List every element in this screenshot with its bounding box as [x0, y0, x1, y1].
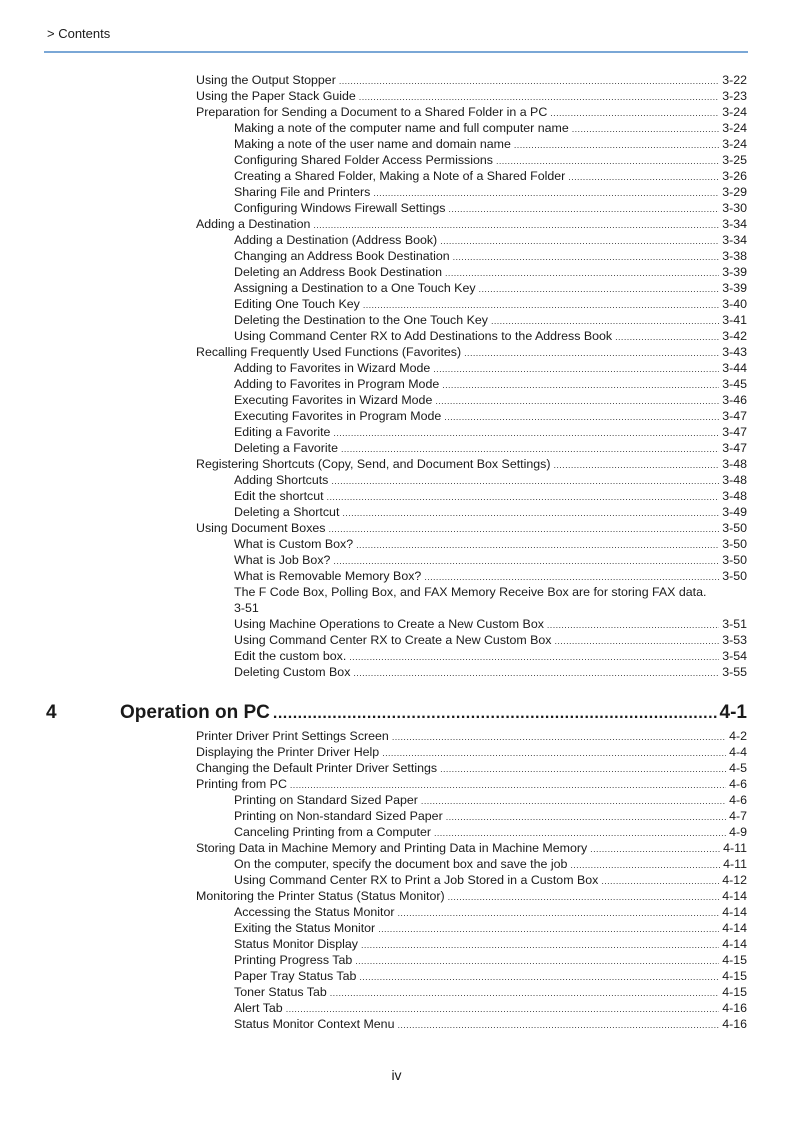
dot-leader — [440, 761, 726, 776]
dot-leader — [572, 121, 719, 136]
dot-leader — [397, 905, 719, 920]
toc-entry-title: Using Command Center RX to Add Destinations to the Address Book — [234, 329, 613, 343]
toc-entry-title: Adding Shortcuts — [234, 473, 329, 487]
toc-entry[interactable] — [196, 904, 747, 920]
toc-entry-title: Printing on Standard Sized Paper — [234, 793, 418, 807]
toc-entry-title: Changing an Address Book Destination — [234, 249, 450, 263]
toc-entry-title: Alert Tab — [234, 1001, 283, 1015]
toc-entry-page: 3-44 — [722, 361, 747, 375]
dot-leader — [363, 297, 719, 312]
dot-leader — [330, 985, 719, 1000]
toc-entry[interactable] — [196, 232, 747, 248]
toc-entry-title: Creating a Shared Folder, Making a Note of a Shared Folder — [234, 169, 566, 183]
toc-entry-title: On the computer, specify the document box and save the job — [234, 857, 568, 871]
toc-entry-title: Deleting an Address Book Destination — [234, 265, 443, 279]
toc-entry[interactable] — [196, 360, 747, 376]
dot-leader — [342, 505, 719, 520]
dot-leader — [349, 649, 719, 664]
toc-entry[interactable] — [196, 952, 747, 968]
toc-entry-page: 4-14 — [722, 905, 747, 919]
dot-leader — [424, 569, 719, 584]
toc-entry-page: 4-11 — [723, 857, 747, 871]
toc-entry-page: 3-43 — [722, 345, 747, 359]
toc-entry-page: 3-48 — [722, 489, 747, 503]
toc-entry-page: 3-23 — [722, 89, 747, 103]
toc-entry[interactable] — [196, 344, 747, 360]
toc-chapter-heading[interactable] — [46, 702, 747, 726]
toc-entry[interactable] — [196, 472, 747, 488]
toc-entry[interactable] — [196, 328, 747, 344]
dot-leader — [448, 889, 720, 904]
toc-entry-page: 3-50 — [722, 553, 747, 567]
toc-entry[interactable] — [196, 616, 747, 632]
toc-entry-page: 4-7 — [729, 809, 747, 823]
toc-entry-title: Assigning a Destination to a One Touch Key — [234, 281, 476, 295]
toc-entry-title: Recalling Frequently Used Functions (Favorites) — [196, 345, 462, 359]
toc-entry-title: Paper Tray Status Tab — [234, 969, 357, 983]
toc-entry-title: Canceling Printing from a Computer — [234, 825, 431, 839]
toc-entry-title: What is Removable Memory Box? — [234, 569, 422, 583]
toc-entry-title: Using Machine Operations to Create a New Custom Box — [234, 617, 544, 631]
toc-entry-page: 4-15 — [722, 969, 747, 983]
dot-leader — [554, 633, 719, 648]
dot-leader — [590, 841, 720, 856]
toc-entry[interactable] — [196, 536, 747, 552]
dot-leader — [378, 921, 719, 936]
toc-entry-page: 3-26 — [722, 169, 747, 183]
toc-entry[interactable] — [196, 120, 747, 136]
toc-entry-page: 3-34 — [722, 217, 747, 231]
toc-entry-title: Editing One Touch Key — [234, 297, 360, 311]
toc-entry[interactable] — [196, 248, 747, 264]
toc-entry-page: 4-4 — [729, 745, 747, 759]
dot-leader — [355, 953, 719, 968]
toc-entry-title: Storing Data in Machine Memory and Printing Data in Machine Memory — [196, 841, 588, 855]
toc-entry-page: 3-48 — [722, 473, 747, 487]
toc-entry[interactable] — [196, 568, 747, 584]
dot-leader — [341, 441, 719, 456]
toc-entry[interactable] — [196, 200, 747, 216]
dot-leader — [434, 825, 726, 840]
dot-leader — [327, 489, 720, 504]
toc-entry-title: Deleting a Favorite — [234, 441, 338, 455]
toc-entry-page: 3-39 — [722, 281, 747, 295]
dot-leader — [570, 857, 720, 872]
toc-entry-page: 3-41 — [722, 313, 747, 327]
toc-entry[interactable] — [196, 376, 747, 392]
dot-leader — [356, 537, 719, 552]
toc-entry-title: Using Command Center RX to Create a New Custom Box — [234, 633, 552, 647]
toc-entry[interactable] — [196, 456, 747, 472]
toc-entry[interactable] — [196, 664, 747, 680]
breadcrumb-contents-link[interactable]: > Contents — [47, 26, 111, 41]
dot-leader — [445, 265, 719, 280]
dot-leader — [433, 361, 719, 376]
toc-entry-title: Monitoring the Printer Status (Status Monitor) — [196, 889, 445, 903]
dot-leader — [359, 969, 719, 984]
dot-leader — [392, 729, 726, 744]
toc-entry-page: 3-51 — [234, 601, 259, 615]
toc-entry[interactable] — [196, 760, 747, 776]
dot-leader — [333, 425, 719, 440]
dot-leader — [448, 201, 719, 216]
chapter-number: 4 — [46, 702, 57, 723]
toc-entry[interactable] — [196, 888, 747, 904]
toc-entry-title: Executing Favorites in Wizard Mode — [234, 393, 433, 407]
dot-leader — [435, 393, 719, 408]
toc-entry-page: 3-24 — [722, 137, 747, 151]
toc-entry[interactable] — [196, 152, 747, 168]
toc-entry[interactable] — [196, 744, 747, 760]
toc-entry[interactable] — [196, 72, 747, 88]
toc-entry-title: Using the Paper Stack Guide — [196, 89, 356, 103]
toc-entry-title: Using Command Center RX to Print a Job Stored in a Custom Box — [234, 873, 599, 887]
toc-entry-title: What is Custom Box? — [234, 537, 354, 551]
toc-entry-page: 4-6 — [729, 793, 747, 807]
toc-entry[interactable] — [196, 552, 747, 568]
dot-leader — [440, 233, 719, 248]
toc-entry[interactable] — [196, 264, 747, 280]
toc-entry[interactable] — [196, 440, 747, 456]
toc-entry-title: Exiting the Status Monitor — [234, 921, 376, 935]
dot-leader — [397, 1017, 719, 1032]
toc-entry[interactable] — [196, 312, 747, 328]
toc-entry-title: Deleting Custom Box — [234, 665, 351, 679]
dot-leader — [359, 89, 719, 104]
dot-leader — [328, 521, 719, 536]
toc-entry-page: 4-15 — [722, 985, 747, 999]
toc-entry[interactable] — [196, 872, 747, 888]
toc-entry-title: Adding a Destination — [196, 217, 311, 231]
toc-entry-title: Toner Status Tab — [234, 985, 327, 999]
toc-entry[interactable] — [196, 104, 747, 120]
toc-entry-page: 3-50 — [722, 521, 747, 535]
toc-entry-page: 3-46 — [722, 393, 747, 407]
toc-entry-page: 4-5 — [729, 761, 747, 775]
toc-entry-page: 3-55 — [722, 665, 747, 679]
toc-entry-title: Printing from PC — [196, 777, 287, 791]
toc-entry[interactable] — [196, 392, 747, 408]
toc-entry-page: 3-47 — [722, 409, 747, 423]
toc-entry-title: Executing Favorites in Program Mode — [234, 409, 442, 423]
toc-entry-page: 3-42 — [722, 329, 747, 343]
dot-leader — [547, 617, 719, 632]
toc-entry-page: 3-22 — [722, 73, 747, 87]
dot-leader — [286, 1001, 720, 1016]
toc-entry-page: 3-24 — [722, 121, 747, 135]
toc-entry-title: Using Document Boxes — [196, 521, 326, 535]
toc-entry-title: Accessing the Status Monitor — [234, 905, 395, 919]
toc-entry-page: 3-29 — [722, 185, 747, 199]
toc-entry-page: 4-9 — [729, 825, 747, 839]
toc-entry-title: Status Monitor Display — [234, 937, 358, 951]
dot-leader — [353, 665, 719, 680]
toc-entry-page: 4-12 — [722, 873, 747, 887]
toc-entry[interactable] — [196, 984, 747, 1000]
dot-leader — [331, 473, 719, 488]
toc-entry-title: What is Job Box? — [234, 553, 331, 567]
toc-entry-page: 4-15 — [722, 953, 747, 967]
toc-entry[interactable] — [196, 1016, 747, 1032]
toc-entry-page: 3-47 — [722, 441, 747, 455]
dot-leader — [453, 249, 720, 264]
dot-leader — [568, 169, 719, 184]
dot-leader — [382, 745, 726, 760]
toc-entry-page: 3-54 — [722, 649, 747, 663]
toc-entry-page: 3-49 — [722, 505, 747, 519]
toc-entry[interactable] — [196, 968, 747, 984]
toc-entry-title: Displaying the Printer Driver Help — [196, 745, 380, 759]
toc-entry-page: 3-24 — [722, 105, 747, 119]
dot-leader — [333, 553, 719, 568]
toc-entry-page: 3-48 — [722, 457, 747, 471]
toc-entry-page: 3-25 — [722, 153, 747, 167]
dot-leader — [442, 377, 719, 392]
toc-entry-page: 3-34 — [722, 233, 747, 247]
toc-entry-page: 4-6 — [729, 777, 747, 791]
toc-entry-title: Changing the Default Printer Driver Settings — [196, 761, 438, 775]
toc-entry[interactable] — [196, 776, 747, 792]
toc-entry-title: Configuring Windows Firewall Settings — [234, 201, 446, 215]
dot-leader — [550, 105, 719, 120]
toc-entry-title: Deleting the Destination to the One Touch Key — [234, 313, 488, 327]
toc-entry-page: 3-50 — [722, 569, 747, 583]
toc-entry-page: 4-16 — [722, 1001, 747, 1015]
toc-entry-page: 4-11 — [723, 841, 747, 855]
toc-entry-title: Adding a Destination (Address Book) — [234, 233, 438, 247]
dot-leader — [373, 185, 719, 200]
toc-entry-title: Using the Output Stopper — [196, 73, 336, 87]
dot-leader — [361, 937, 719, 952]
toc-entry-page: 4-14 — [722, 937, 747, 951]
dot-leader — [421, 793, 726, 808]
toc-entry[interactable] — [196, 504, 747, 520]
toc-entry[interactable] — [196, 728, 747, 744]
dot-leader — [514, 137, 719, 152]
dot-leader — [479, 281, 720, 296]
toc-entry-page: 4-14 — [722, 889, 747, 903]
toc-entry[interactable] — [196, 136, 747, 152]
toc-entry-title: Sharing File and Printers — [234, 185, 371, 199]
toc-entry-title: Adding to Favorites in Program Mode — [234, 377, 440, 391]
chapter-page: 4-1 — [719, 702, 747, 723]
toc-entry-page: 3-40 — [722, 297, 747, 311]
toc-entry-title: Preparation for Sending a Document to a Shared Folder in a PC — [196, 105, 548, 119]
dot-leader — [615, 329, 719, 344]
dot-leader — [496, 153, 719, 168]
toc-entry-title: The F Code Box, Polling Box, and FAX Memory Receive Box are for storing FAX data. — [234, 585, 707, 599]
toc-entry-page: 3-47 — [722, 425, 747, 439]
toc-entry[interactable] — [196, 280, 747, 296]
toc-entry-page: 3-39 — [722, 265, 747, 279]
dot-leader — [601, 873, 719, 888]
toc-entry[interactable] — [196, 520, 747, 536]
toc-entry-title: Edit the shortcut — [234, 489, 324, 503]
toc-entry-title: Printing on Non-standard Sized Paper — [234, 809, 443, 823]
toc-entry-title: Adding to Favorites in Wizard Mode — [234, 361, 431, 375]
toc-list-chapter-3 — [196, 72, 747, 680]
toc-list-chapter-4 — [196, 728, 747, 1032]
toc-entry[interactable] — [196, 840, 747, 856]
toc-entry-title: Editing a Favorite — [234, 425, 331, 439]
chapter-title: Operation on PC — [120, 702, 270, 723]
dot-leader — [290, 777, 726, 792]
toc-entry[interactable] — [196, 1000, 747, 1016]
toc-entry-title: Configuring Shared Folder Access Permissions — [234, 153, 493, 167]
header-divider — [44, 51, 748, 53]
toc-entry[interactable] — [196, 216, 747, 232]
toc-entry[interactable] — [196, 936, 747, 952]
toc-entry-page: 3-38 — [722, 249, 747, 263]
toc-entry[interactable] — [196, 632, 747, 648]
toc-entry[interactable] — [196, 856, 747, 872]
toc-entry-page: 4-2 — [729, 729, 747, 743]
toc-entry[interactable] — [196, 648, 747, 664]
dot-leader — [313, 217, 719, 232]
toc-entry-page: 4-16 — [722, 1017, 747, 1031]
toc-entry-title: Deleting a Shortcut — [234, 505, 340, 519]
dot-leader — [273, 705, 717, 723]
dot-leader — [553, 457, 719, 472]
toc-entry[interactable] — [196, 808, 747, 824]
toc-entry-title: Status Monitor Context Menu — [234, 1017, 395, 1031]
toc-entry[interactable] — [196, 296, 747, 312]
toc-entry[interactable] — [196, 168, 747, 184]
toc-entry[interactable] — [196, 408, 747, 424]
toc-entry[interactable] — [196, 824, 747, 840]
dot-leader — [491, 313, 719, 328]
toc-entry[interactable] — [196, 184, 747, 200]
dot-leader — [444, 409, 719, 424]
toc-entry-title: Registering Shortcuts (Copy, Send, and Document Box Settings) — [196, 457, 551, 471]
toc-entry-page: 3-45 — [722, 377, 747, 391]
toc-entry-title: Printer Driver Print Settings Screen — [196, 729, 389, 743]
dot-leader — [339, 73, 719, 88]
toc-entry[interactable] — [196, 584, 747, 616]
toc-entry-page: 3-53 — [722, 633, 747, 647]
toc-entry-title: Printing Progress Tab — [234, 953, 353, 967]
toc-entry-page: 4-14 — [722, 921, 747, 935]
toc-entry-page: 3-50 — [722, 537, 747, 551]
toc-entry[interactable] — [196, 88, 747, 104]
toc-entry[interactable] — [196, 488, 747, 504]
toc-entry-title: Edit the custom box. — [234, 649, 347, 663]
toc-entry-title: Making a note of the computer name and full computer name — [234, 121, 569, 135]
toc-entry[interactable] — [196, 424, 747, 440]
dot-leader — [464, 345, 719, 360]
toc-entry-page: 3-30 — [722, 201, 747, 215]
page-number: iv — [391, 1067, 402, 1083]
toc-entry-page: 3-51 — [722, 617, 747, 631]
toc-entry[interactable] — [196, 920, 747, 936]
toc-entry-title: Making a note of the user name and domain name — [234, 137, 511, 151]
toc-entry[interactable] — [196, 792, 747, 808]
dot-leader — [446, 809, 726, 824]
